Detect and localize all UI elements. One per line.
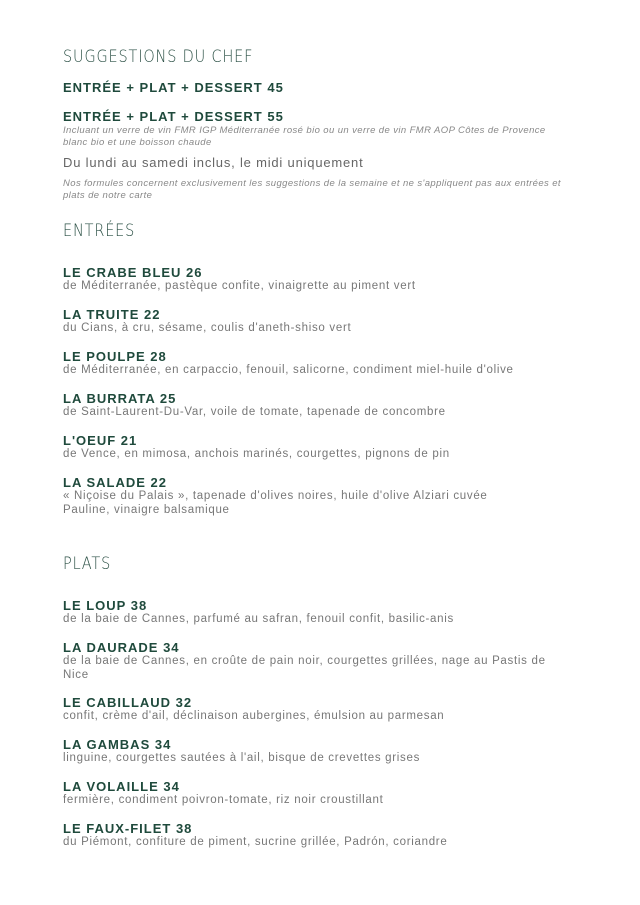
item-description: linguine, courgettes sautées à l'ail, bisque de crevettes grises [63, 752, 421, 764]
item-description: « Niçoise du Palais », tapenade d'olives noires, huile d'olive Alziari cuvée Pauline, vinaigre balsamique [63, 490, 488, 516]
item-description: de Saint-Laurent-Du-Var, voile de tomate, tapenade de concombre [63, 406, 446, 418]
menu-item [63, 822, 573, 850]
menu-item [63, 266, 573, 294]
formula-55-note: Incluant un verre de vin FMR IGP Méditerranée rosé bio ou un verre de vin FMR AOP Côtes de Provence blanc bio et une boisson chaude [63, 125, 546, 148]
item-description: du Piémont, confiture de piment, sucrine grillée, Padrón, coriandre [63, 836, 448, 848]
item-name: LA SALADE 22 [63, 475, 167, 490]
item-description: de la baie de Cannes, en croûte de pain noir, courgettes grillées, nage au Pastis de Nice [63, 655, 546, 681]
item-name: LE CABILLAUD 32 [63, 695, 193, 710]
menu-item [63, 308, 573, 336]
item-description: fermière, condiment poivron-tomate, riz noir croustillant [63, 794, 384, 806]
menu-item [63, 476, 533, 517]
menu-item [63, 392, 573, 420]
item-name: L'OEUF 21 [63, 433, 138, 448]
item-name: LE POULPE 28 [63, 349, 167, 364]
item-name: LA GAMBAS 34 [63, 737, 172, 752]
menu-item [63, 738, 573, 766]
item-name: LE LOUP 38 [63, 598, 148, 613]
item-name: LE CRABE BLEU 26 [63, 265, 203, 280]
item-description: de Vence, en mimosa, anchois marinés, courgettes, pignons de pin [63, 448, 450, 460]
menu-item [63, 599, 573, 627]
availability-text: Du lundi au samedi inclus, le midi uniquement [63, 155, 364, 170]
section-title-entrees: ENTRÉES [63, 221, 136, 241]
menu-item [63, 434, 573, 462]
item-description: du Cians, à cru, sésame, coulis d'aneth-shiso vert [63, 322, 352, 334]
formula-45: ENTRÉE + PLAT + DESSERT 45 [63, 80, 284, 95]
formula-55: ENTRÉE + PLAT + DESSERT 55 [63, 109, 284, 124]
formula-disclaimer: Nos formules concernent exclusivement les suggestions de la semaine et ne s'appliquent pas aux entrées et plats de notre carte [63, 178, 561, 201]
item-description: de la baie de Cannes, parfumé au safran, fenouil confit, basilic-anis [63, 613, 454, 625]
section-title-suggestions: SUGGESTIONS DU CHEF [63, 47, 254, 67]
item-name: LE FAUX-FILET 38 [63, 821, 193, 836]
item-name: LA VOLAILLE 34 [63, 779, 180, 794]
menu-item [63, 641, 573, 682]
menu-item [63, 696, 573, 724]
item-name: LA BURRATA 25 [63, 391, 177, 406]
item-name: LA DAURADE 34 [63, 640, 180, 655]
menu-item [63, 350, 573, 378]
item-description: de Méditerranée, en carpaccio, fenouil, salicorne, condiment miel-huile d'olive [63, 364, 514, 376]
item-description: confit, crème d'ail, déclinaison aubergines, émulsion au parmesan [63, 710, 445, 722]
item-description: de Méditerranée, pastèque confite, vinaigrette au piment vert [63, 280, 416, 292]
section-title-plats: PLATS [63, 554, 112, 574]
menu-item [63, 780, 573, 808]
item-name: LA TRUITE 22 [63, 307, 161, 322]
